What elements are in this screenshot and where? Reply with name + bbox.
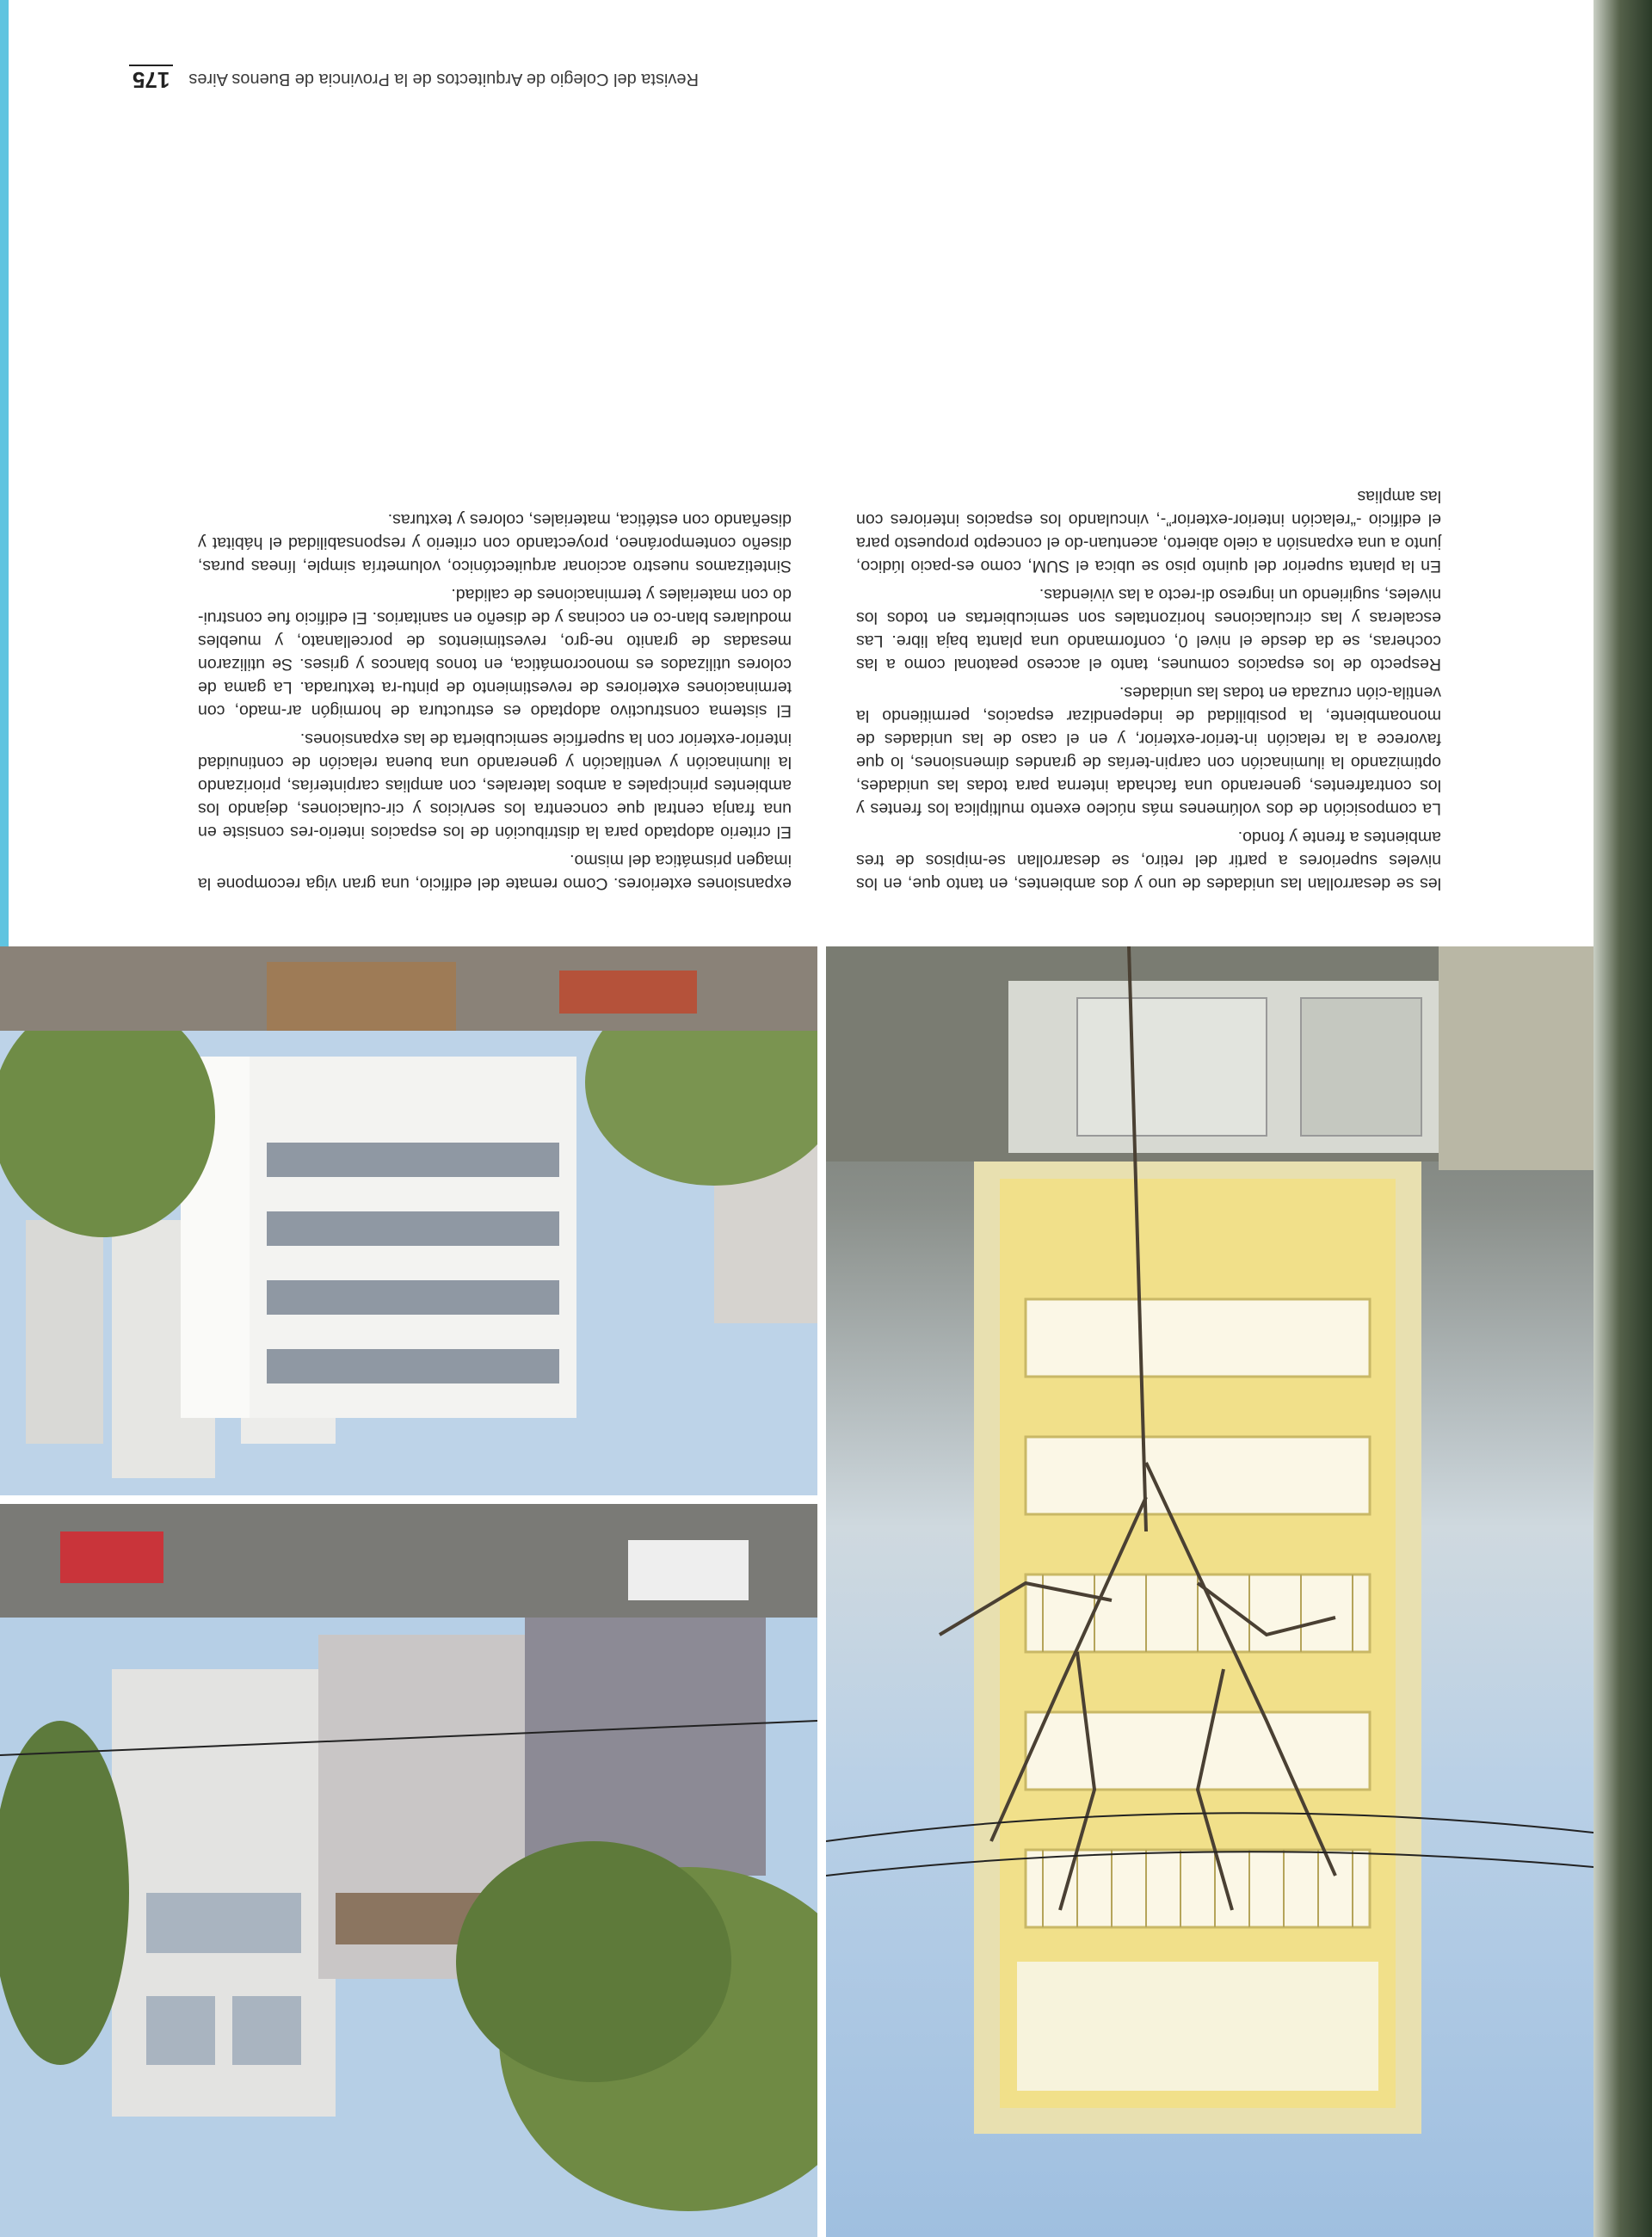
building-block-photo: [0, 946, 817, 1495]
paragraph: El sistema constructivo adoptado es estructura de hormigón ar-mado, con terminaciones exteriores de revestimiento de pintu-ra texturada. La gama de colores utilizados es monocromática, en tonos blancos y grises. Se utilizaron mesadas de granito ne-gro, revestimientos de porcellanato, y muebles modulares blan-co en cocinas y de diseño en sanitarios. El edificio fue construi-do con materiales y terminaciones de calidad.: [198, 585, 792, 720]
paragraph: La composición de dos volúmenes más núcleo exento multiplica los frentes y los contrafrentes, generando una fachada interna para todas las unidades, optimizando la iluminación con carpin-terías de grandes dimensiones, lo que favorece a la relación in-terior-exterior, y en el caso de las unidades de monoambiente, la posibilidad de independizar espacios, permitiendo la ventila-ción cruzada en todas las unidades.: [856, 683, 1441, 818]
page-footer: [129, 62, 860, 96]
paragraph: expansiones exteriores. Como remate del edificio, una gran viga recompone la imagen prismática del mismo.: [198, 851, 792, 893]
publication-name: Revista del Colegio de Arquitectos de la Provincia de Buenos Aires: [188, 70, 699, 89]
building-photo-icon: [826, 946, 1593, 2237]
text-column-left: [856, 77, 1441, 895]
paragraph: Respecto de los espacios comunes, tanto el acceso peatonal como a las cocheras, se da desde el nivel 0, conformando una planta baja libre. Las escaleras y las circulaciones horizontales son semicubiertas en todos los niveles, sugiriendo un ingreso di-recto a las viviendas.: [856, 585, 1441, 674]
paragraph: En la planta superior del quinto piso se ubica el SUM, como es-pacio lúdico, junto a una expansión a cielo abierto, acentuan-do el concepto propuesto para el edificio -“relación interior-exterior”-, vinculando los espacios interiores con las amplias: [856, 487, 1441, 576]
page-number: 175: [129, 65, 173, 94]
street-photo-icon: [0, 1504, 817, 2237]
paragraph: Sintetizamos nuestro accionar arquitectónico, volumetría simple, líneas puras, diseño contemporáneo, proyectando con criterio y responsabilidad el hábitat y diseñando con estética, materiales, colores y texturas.: [198, 510, 792, 576]
street-view-photo: [0, 1504, 817, 2237]
accent-strip: [0, 0, 9, 946]
text-column-right: [198, 77, 792, 895]
binding-gutter: [1593, 0, 1652, 2237]
building-photo-icon: [0, 946, 817, 1495]
paragraph: les se desarrollan las unidades de uno y dos ambientes, en tanto que, en los niveles superiores a partir del retiro, se desarrollan se-mipisos de tres ambientes a frente y fondo.: [856, 828, 1441, 893]
paragraph: El criterio adoptado para la distribución de los espacios interio-res consiste en una franja central que concentra los servicios y cir-culaciones, dejando los ambientes principales a ambos laterales, con amplias carpinterías, priorizando la iluminación y ventilación y generando una buena relación de continuidad interior-exterior con la superficie semicubierta de las expansiones.: [198, 730, 792, 841]
facade-night-photo: [826, 946, 1593, 2237]
